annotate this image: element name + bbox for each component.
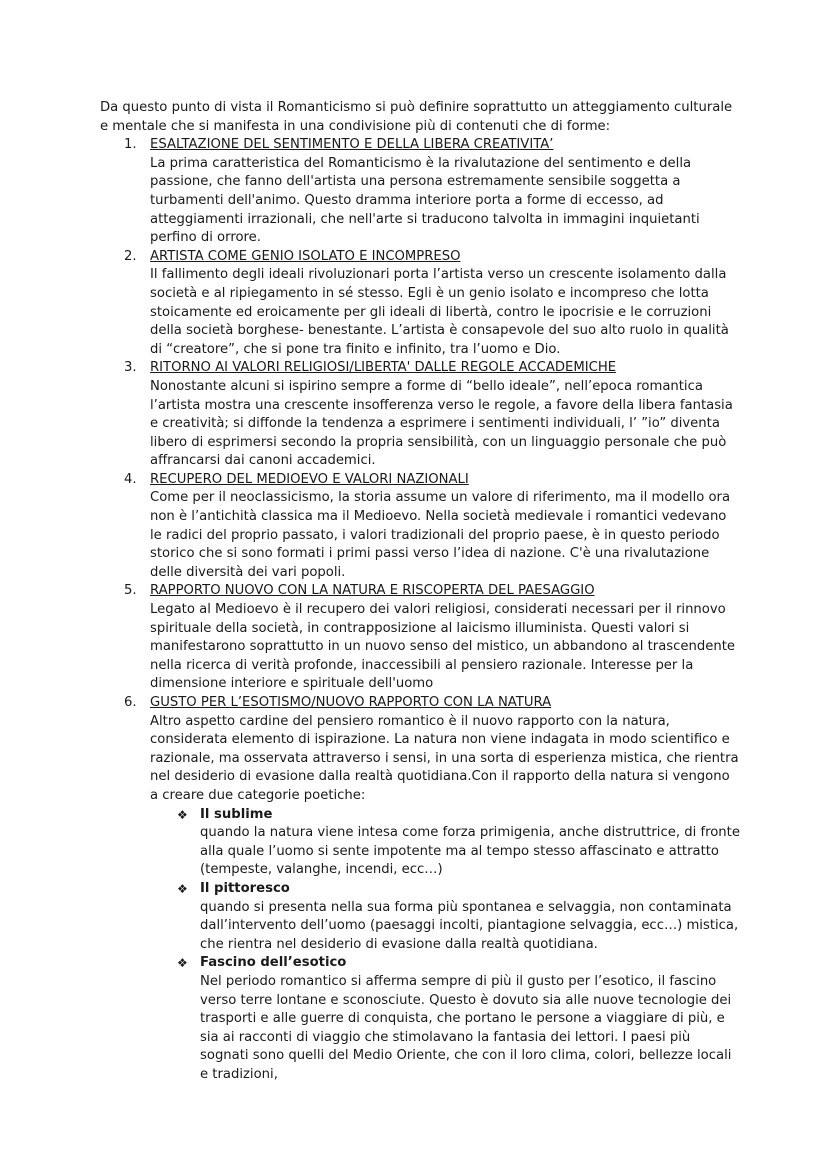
section-heading: GUSTO PER L’ESOTISMO/NUOVO RAPPORTO CON LA NATURA xyxy=(150,695,552,710)
section-heading: ESALTAZIONE DEL SENTIMENTO E DELLA LIBERA CREATIVITA’ xyxy=(150,137,554,153)
section-body: La prima caratteristica del Romanticismo è la rivalutazione del sentimento e della passione, che fanno dell'artista una persona estremamente sensibile soggetta a turbamenti dell'animo. Questo dramma interiore porta a forme di eccesso, ad atteggiamenti irrazionali, che nell'arte si traducono talvolta in immagini inquietanti perfino di orrore. xyxy=(150,155,700,246)
section-item xyxy=(100,359,740,471)
section-list xyxy=(100,136,740,1084)
section-heading: RAPPORTO NUOVO CON LA NATURA E RISCOPERTA DEL PAESAGGIO xyxy=(150,583,595,599)
section-body: Altro aspetto cardine del pensiero romantico è il nuovo rapporto con la natura, considerata elemento di ispirazione. La natura non viene indagata in modo scientifico e razionale, ma osservata attraverso i sensi, in una sorta di esperienza mistica, che rientra nel desiderio di evasione dalla realtà quotidiana.Con il rapporto della natura si vengono a creare due categorie poetiche: xyxy=(150,713,739,803)
category-list xyxy=(150,806,740,1085)
diamond-bullet-icon: ❖ xyxy=(177,807,188,822)
section-number: 6. xyxy=(124,695,137,710)
category-item xyxy=(150,954,740,1084)
diamond-bullet-icon: ❖ xyxy=(177,881,188,896)
section-item xyxy=(100,694,740,1084)
category-body: quando la natura viene intesa come forza primigenia, anche distruttrice, di fronte alla quale l’uomo si sente impotente ma al tempo stesso affascinato e attratto (tempeste, valanghe, incendi, ecc…) xyxy=(200,825,740,878)
section-number: 3. xyxy=(124,360,137,376)
section-number: 2. xyxy=(124,248,137,264)
category-item xyxy=(150,806,740,880)
section-item xyxy=(100,136,740,248)
section-item xyxy=(100,248,740,360)
diamond-bullet-icon: ❖ xyxy=(177,956,188,971)
section-body: Il fallimento degli ideali rivoluzionari porta l’artista verso un crescente isolamento dalla società e al ripiegamento in sé stesso. Egli è un genio isolato e incompreso che lotta stoicamente ed eroicamente per gli ideali di libertà, contro le ipocrisie e le corruzioni della società borghese- benestante. L’artista è consapevole del suo alto ruolo in qualità di “creatore”, che si pone tra finito e infinito, tra l’uomo e Dio. xyxy=(150,267,729,357)
category-title: Il pittoresco xyxy=(200,880,290,896)
category-body: Nel periodo romantico si afferma sempre di più il gusto per l’esotico, il fascino verso terre lontane e sconosciute. Questo è dovuto sia alle nuove tecnologie dei trasporti e alle guerre di conquista, che portano le persone a viaggiare di più, e sia ai racconti di viaggio che stimolavano la fantasia dei lettori. I paesi più sognati sono quelli del Medio Oriente, che con il loro clima, colori, bellezze locali e tradizioni, xyxy=(200,973,732,1082)
category-title: Fascino dell’esotico xyxy=(200,955,347,971)
section-body: Nonostante alcuni si ispirino sempre a forme di “bello ideale”, nell’epoca romantica l’artista mostra una crescente insofferenza verso le regole, a favore della libera fantasia e creatività; si diffonde la tendenza a esprimere i sentimenti individuali, l’ ”io” diventa libero di esprimersi secondo la propria sensibilità, con un linguaggio personale che può affrancarsi dai canoni accademici. xyxy=(150,378,733,469)
category-title: Il sublime xyxy=(200,806,273,822)
section-number: 5. xyxy=(124,583,137,599)
section-heading: ARTISTA COME GENIO ISOLATO E INCOMPRESO xyxy=(150,248,461,264)
section-number: 4. xyxy=(124,471,137,487)
section-body: Legato al Medioevo è il recupero dei valori religiosi, considerati necessari per il rinnovo spirituale della società, in contrapposizione al laicismo illuminista. Questi valori si manifestarono soprattutto in un nuovo senso del mistico, un abbandono al trascendente nella ricerca di verità profonde, inaccessibili al pensiero razionale. Interesse per la dimensione interiore e spirituale dell'uomo xyxy=(150,602,736,692)
section-heading: RECUPERO DEL MEDIOEVO E VALORI NAZIONALI xyxy=(150,471,469,487)
category-item xyxy=(150,880,740,954)
section-body: Come per il neoclassicismo, la storia assume un valore di riferimento, ma il modello ora non è l’antichità classica ma il Medioevo. Nella società medievale i romantici vedevano le radici del proprio passato, i valori tradizionali del proprio paese, è in questo periodo storico che si sono formati i primi passi verso l’idea di nazione. C'è una rivalutazione delle diversità dei vari popoli. xyxy=(150,490,731,580)
section-number: 1. xyxy=(124,137,137,153)
category-body: quando si presenta nella sua forma più spontanea e selvaggia, non contaminata dall’intervento dell’uomo (paesaggi incolti, piantagione selvaggia, ecc…) mistica, che rientra nel desiderio di evasione dalla realtà quotidiana. xyxy=(200,899,739,952)
document-page xyxy=(100,99,740,1084)
section-heading: RITORNO AI VALORI RELIGIOSI/LIBERTA' DALLE REGOLE ACCADEMICHE xyxy=(150,360,617,376)
section-item xyxy=(100,582,740,694)
intro-paragraph: Da questo punto di vista il Romanticismo si può definire soprattutto un atteggiamento culturale e mentale che si manifesta in una condivisione più di contenuti che di forme: xyxy=(100,100,733,134)
section-item xyxy=(100,471,740,583)
